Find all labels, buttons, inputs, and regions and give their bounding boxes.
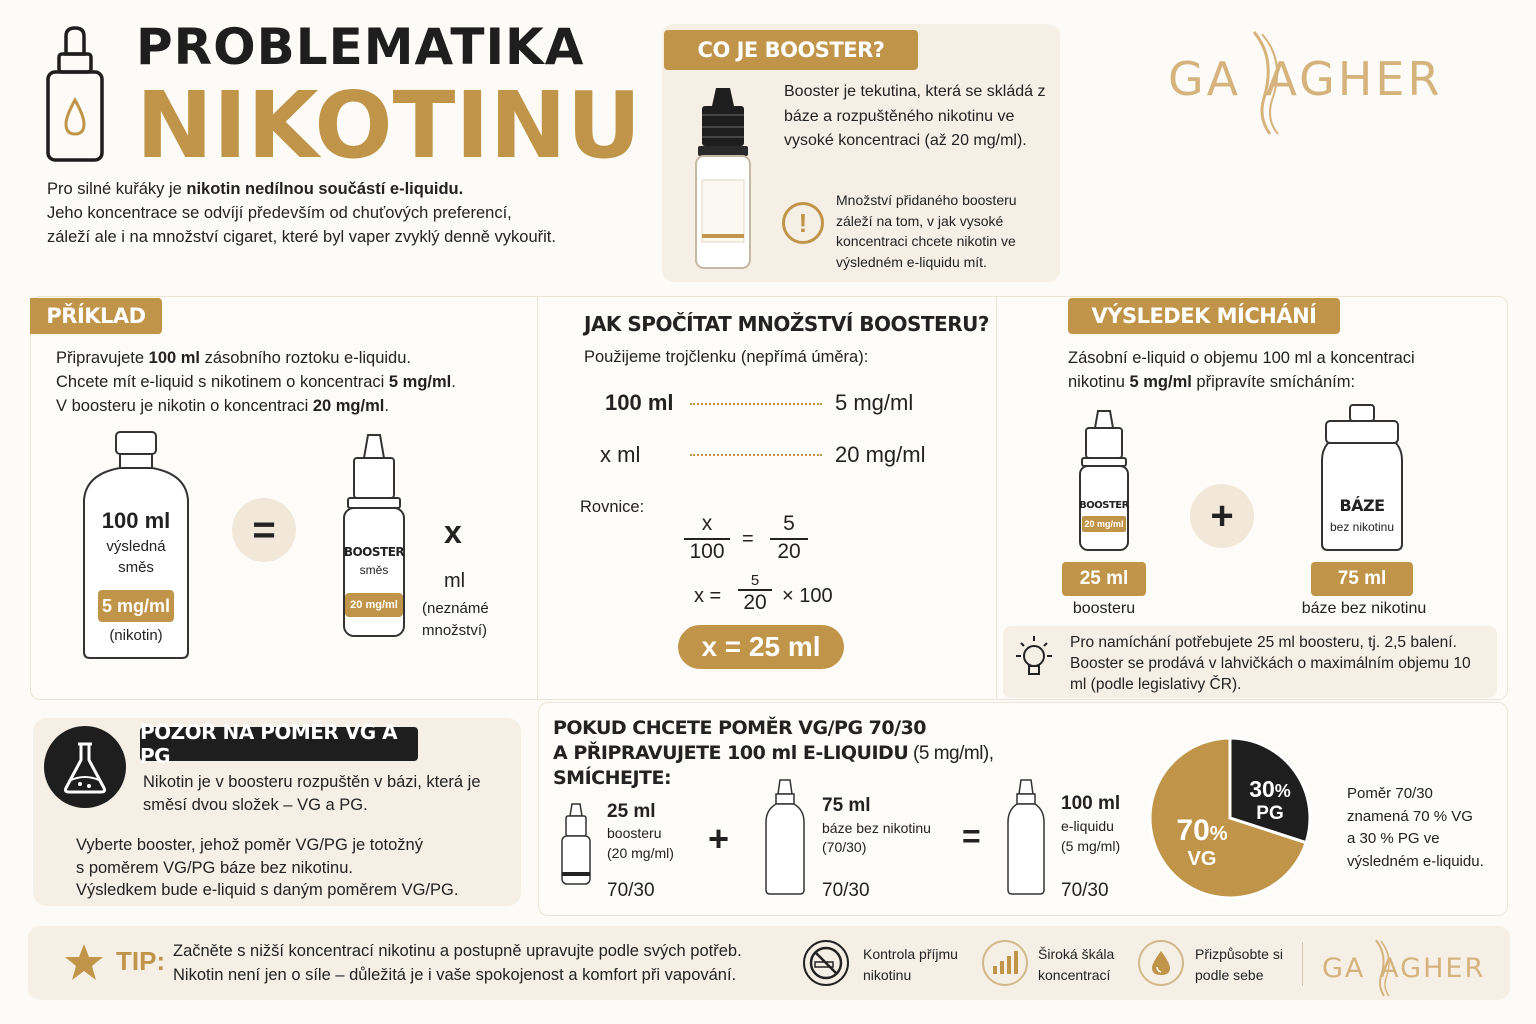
mix-item3-l1: e-liquidu	[1061, 818, 1114, 834]
mix-result-text	[1068, 346, 1468, 394]
example-heading: PŘÍKLAD	[30, 298, 162, 334]
feature-nicotine-control	[863, 944, 958, 986]
page-title-line2: NIKOTINU	[136, 72, 642, 179]
logo-swoosh-icon	[1240, 28, 1290, 138]
result-booster-volume: 25 ml	[1062, 562, 1146, 596]
equals-circle	[232, 498, 296, 562]
dropper-bottle-icon	[44, 24, 106, 164]
brand-logo	[1168, 52, 1442, 106]
result-base-caption: báze bez nikotinu	[1301, 600, 1427, 617]
large-bottle-label-1: výsledná	[106, 538, 166, 555]
mix-example-heading	[553, 716, 1073, 791]
mix-h2a: A PŘIPRAVUJETE 100 ml E-LIQUIDU	[553, 742, 909, 764]
pie-vg-label	[1170, 814, 1234, 871]
tip-line2: Nikotin není jen o síle – důležitá je i vaše spokojenost a komfort při vapování.	[173, 966, 737, 984]
mix-item1-ratio: 70/30	[607, 880, 655, 901]
ex-l2b: 5 mg/ml	[388, 373, 452, 391]
prop-row1-left: 100 ml	[605, 390, 674, 415]
divider	[537, 296, 538, 700]
prop-row1-right: 5 mg/ml	[835, 390, 914, 415]
lightbulb-icon	[1010, 634, 1058, 684]
result-base-volume: 75 ml	[1311, 562, 1413, 596]
unknown-unit: ml	[444, 570, 466, 592]
no-smoking-glyph	[809, 946, 843, 980]
feat2-l2: koncentrací	[1038, 967, 1111, 983]
booster-note: Množství přidaného boosteru záleží na tom, v jak vysoké koncentraci chcete nikotin ve výsledném e-liquidu mít.	[836, 192, 1017, 270]
ex-l1b: 100 ml	[148, 349, 201, 367]
feat3-l1: Přizpůsobte si	[1195, 946, 1283, 962]
feature-concentrations	[1038, 944, 1114, 986]
divider	[996, 296, 997, 700]
mix-h1: POKUD CHCETE POMĚR VG/PG 70/30	[553, 717, 927, 739]
mix-h3: SMÍCHEJTE:	[553, 767, 672, 789]
pie-vg-pct: %	[1209, 823, 1228, 845]
large-bottle-volume: 100 ml	[101, 508, 171, 533]
pie-vg-value: 70	[1176, 814, 1210, 847]
tip-label: TIP:	[116, 946, 166, 976]
intro-part: Pro silné kuřáky je	[47, 180, 187, 198]
plus-sign: +	[1210, 493, 1234, 538]
prop-row2-left: x ml	[600, 442, 641, 467]
ex-l1c: zásobního roztoku e-liquidu.	[200, 349, 411, 367]
plus-circle	[1190, 484, 1254, 548]
ex-l1a: Připravujete	[56, 349, 149, 367]
unknown-x: x	[444, 514, 462, 550]
no-smoking-icon	[803, 940, 849, 986]
intro-text	[47, 177, 647, 249]
ex-l3a: V boosteru je nikotin o koncentraci	[56, 397, 313, 415]
vg-t2-line3: Výsledkem bude e-liquid s daným poměrem VG/PG.	[76, 881, 459, 899]
large-bottle-sub: (nikotin)	[109, 627, 163, 644]
bar-chart-glyph	[991, 950, 1019, 976]
mix-result-heading: VÝSLEDEK MÍCHÁNÍ	[1068, 298, 1340, 334]
result-booster-conc: 20 mg/ml	[1082, 516, 1126, 532]
prop-row2-right: 20 mg/ml	[835, 442, 926, 467]
ex-l3b: 20 mg/ml	[312, 397, 385, 415]
frac2-den: 20	[777, 540, 801, 563]
mix-h2b: (5 mg/ml),	[908, 743, 994, 764]
booster-info-heading: CO JE BOOSTER?	[664, 30, 918, 70]
res-line1: Zásobní e-liquid o objemu 100 ml a koncentraci	[1068, 349, 1415, 367]
vg-pg-text2	[76, 834, 516, 902]
pie-desc-3: a 30 % PG ve	[1347, 830, 1440, 847]
large-bottle-label-2: směs	[118, 559, 154, 576]
mix-tip-text: Pro namíchání potřebujete 25 ml boosteru, tj. 2,5 balení. Booster se prodává v lahvičkách o maximálním objemu 10 ml (podle legislativy ČR).	[1070, 634, 1471, 693]
intro-line3: záleží ale i na množství cigaret, které byl vaper zvyklý denně vykouřit.	[47, 228, 556, 246]
pie-desc-1: Poměr 70/30	[1347, 785, 1433, 802]
pie-desc-4: výsledném e-liquidu.	[1347, 852, 1484, 870]
prop-row2-dots	[690, 454, 822, 456]
fraction-x-over-100	[684, 512, 730, 564]
result-booster-bottle	[1076, 408, 1132, 554]
fraction-5-over-20-b	[738, 572, 772, 615]
ex-l3c: .	[384, 397, 389, 415]
intro-bold: nikotin nedílnou součástí e-liquidu.	[186, 180, 464, 198]
equation-label: Rovnice:	[580, 498, 645, 516]
feat3-l2: podle sebe	[1195, 967, 1264, 983]
mix-item1-volume: 25 ml	[607, 801, 656, 822]
res-line2a: nikotinu	[1068, 373, 1130, 391]
res-line2b: 5 mg/ml	[1129, 373, 1192, 391]
vg-pg-text1: Nikotin je v boosteru rozpuštěn v bázi, která je směsí dvou složek – VG a PG.	[143, 773, 481, 814]
drop-icon	[1138, 940, 1184, 986]
feat2-l1: Široká škála	[1038, 946, 1115, 962]
booster-bottle-label: BOOSTER	[343, 545, 405, 559]
pie-desc-2: znamená 70 % VG	[1347, 807, 1473, 825]
mix-booster-bottle	[560, 802, 592, 886]
pie-pg-pct: %	[1274, 781, 1291, 801]
booster-bottle-sub: směs	[359, 563, 389, 577]
frac3-den: 20	[743, 591, 767, 614]
booster-bottle-illustration	[690, 84, 756, 272]
pie-description	[1347, 783, 1484, 873]
bar-chart-icon	[982, 940, 1028, 986]
pie-pg-value: 30	[1249, 776, 1275, 802]
result-base-sub: bez nikotinu	[1329, 520, 1395, 534]
feat1-l1: Kontrola příjmu	[863, 946, 958, 962]
star-icon	[64, 943, 104, 981]
result-booster-label: BOOSTER	[1079, 500, 1129, 511]
mix-item1-l2: (20 mg/ml)	[607, 845, 674, 861]
pie-pg-label	[1242, 776, 1298, 825]
calc-result: x = 25 ml	[678, 625, 844, 669]
page-title-line1: PROBLEMATIKA	[136, 18, 585, 76]
mix-item2-ratio: 70/30	[822, 880, 870, 901]
result-base-label: BÁZE	[1339, 496, 1385, 515]
prop-row1-dots	[690, 403, 822, 405]
calc-intro: Použijeme trojčlenku (nepřímá úměra):	[584, 348, 869, 366]
mix-result-bottle	[1006, 778, 1046, 896]
mix-item3-ratio: 70/30	[1061, 880, 1109, 901]
calc-heading: JAK SPOČÍTAT MNOŽSTVÍ BOOSTERU?	[584, 312, 989, 336]
frac1-num: x	[684, 512, 730, 540]
example-text	[56, 346, 516, 418]
mix-plus: +	[708, 818, 730, 859]
intro-line2: Jeho koncentrace se odvíjí především od chuťových preferencí,	[47, 204, 512, 222]
frac3-num: 5	[738, 572, 772, 591]
warning-icon: !	[782, 202, 824, 244]
brand-logo-text: GA AGHER	[1168, 52, 1443, 106]
mix-item2-l1: báze bez nikotinu	[822, 820, 931, 836]
mix-item3-l2: (5 mg/ml)	[1061, 838, 1121, 854]
vg-pg-heading: POZOR NA POMĚR VG A PG	[140, 727, 418, 761]
brand-logo-small-text: GA AGHER	[1322, 953, 1486, 984]
pie-vg-name: VG	[1187, 848, 1217, 870]
mix-item3-volume: 100 ml	[1061, 793, 1121, 814]
equals-sign: =	[252, 507, 276, 552]
feat1-l2: nikotinu	[863, 967, 912, 983]
frac1-den: 100	[689, 540, 725, 563]
mix-item2-volume: 75 ml	[822, 795, 871, 816]
booster-bottle-concentration: 20 mg/ml	[345, 593, 403, 617]
ex-l2a: Chcete mít e-liquid s nikotinem o koncentraci	[56, 373, 389, 391]
large-bottle-concentration: 5 mg/ml	[98, 590, 174, 622]
tip-line1: Začněte s nižší koncentrací nikotinu a postupně upravujte podle svých potřeb.	[173, 942, 742, 960]
brand-logo-small	[1322, 953, 1485, 984]
mix-item1-l1: boosteru	[607, 825, 662, 841]
tip-text	[173, 939, 793, 987]
frac2-num: 5	[770, 512, 808, 540]
feature-customize	[1195, 944, 1283, 986]
mix-base-bottle	[764, 778, 806, 896]
unknown-note-2: množství)	[422, 622, 488, 639]
vg-t2-line2: s poměrem VG/PG báze bez nikotinu.	[76, 858, 353, 877]
mix-equals: =	[962, 818, 981, 854]
logo-small-swoosh-icon	[1368, 938, 1396, 998]
booster-description: Booster je tekutina, která se skládá z báze a rozpuštěného nikotinu ve vysoké koncentraci (až 20 mg/ml).	[784, 83, 1046, 149]
times-100: × 100	[782, 585, 833, 607]
footer-divider	[1302, 942, 1303, 986]
res-line2c: připravíte smícháním:	[1191, 373, 1356, 391]
ex-l2c: .	[451, 373, 456, 391]
result-booster-caption: boosteru	[1072, 600, 1136, 617]
vg-t2-line1: Vyberte booster, jehož poměr VG/PG je totožný	[76, 836, 423, 854]
flask-icon	[58, 738, 112, 796]
mix-item2-l2: (70/30)	[822, 839, 867, 855]
fraction-5-over-20	[770, 512, 808, 564]
pie-pg-name: PG	[1256, 803, 1284, 824]
eq-sign: =	[742, 528, 754, 550]
drop-glyph	[1150, 949, 1172, 977]
x-equals: x =	[694, 585, 722, 607]
unknown-note-1: (neznámé	[422, 600, 489, 617]
